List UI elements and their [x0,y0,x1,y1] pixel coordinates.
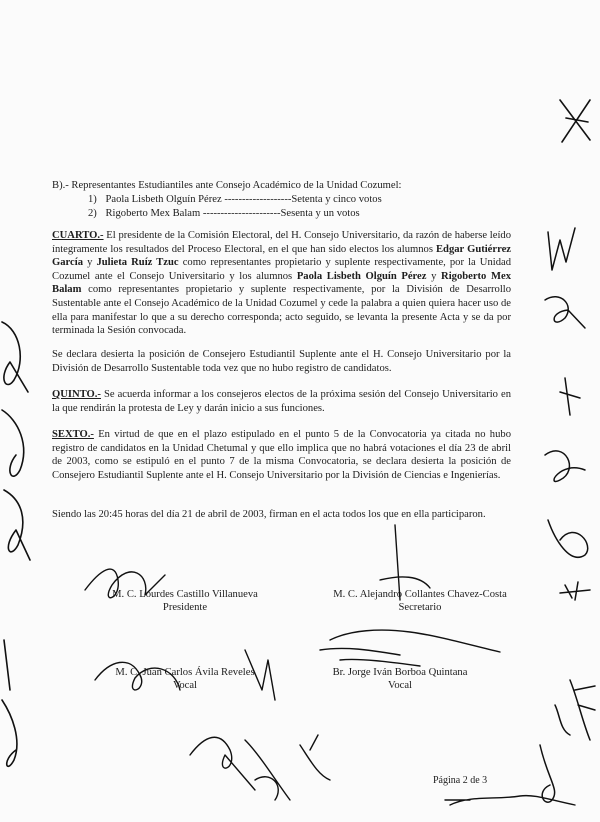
list-item-dashes: ------------------- [221,194,292,205]
signatory-block [55,588,315,614]
sexto-text: En virtud de que en el plazo estipulado en el punto 5 de la Convocatoria ya citada no hubo registro de candidatos en la Unidad Chetumal y que ello implica que no habrá votaciones el día 23 de abril de 2003, como se estipuló en el punto 7 de la misma Convocatoria, se declara desierta la posición de Consejero Estudiantil Suplente ante el H. Consejo Universitario por la División de Ciencias e Ingenierías. [52,429,511,481]
quinto-text: Se acuerda informar a los consejeros electos de la próxima sesión del Consejo Universitario en la que rendirán la protesta de Ley y darán inicio a sus funciones. [52,389,511,414]
sexto-label: SEXTO.- [52,429,94,440]
cuarto-label: CUARTO.- [52,230,104,241]
signatory-role: Vocal [388,680,412,691]
cuarto-text-5: como representantes propietario y suplente respectivamente, por la División de Desarrollo Sustentable ante el Consejo Académico de la Unidad Cozumel y cede la palabra a quien quiera hacer uso de ella para manifestar lo que a su derecho corresponda; acto seguido, se levanta la presente Acta y se da por terminada la Sesión convocada. [52,284,511,337]
signatory-name: M. C. Lourdes Castillo Villanueva [112,589,258,600]
cuarto-text-4: y [426,270,442,282]
list-item [88,207,360,221]
list-item-votes: Setenta y cinco votos [291,194,382,205]
signatory-name: Br. Jorge Iván Borboa Quintana [332,667,468,678]
signatory-role: Vocal [173,680,197,691]
cuarto-name-3: Paola Lisbeth Olguín Pérez [296,270,427,282]
cuarto-text-2: y [83,257,97,269]
signatory-role: Secretario [398,602,442,613]
cuarto-text-1: El presidente de la Comisión Electoral, del H. Consejo Universitario, da razón de haberse leído íntegramente los resultados del Proceso Electoral, en el que han sido electos los alumnos [52,230,511,255]
signature-mark [2,322,30,766]
list-item-name: Rigoberto Mex Balam [105,208,201,219]
signatory-name: M. C. Alejandro Collantes Chavez-Costa [333,589,507,600]
page-number: Página 2 de 3 [433,775,488,786]
cuarto-name-2: Julieta Ruíz Tzuc [96,257,179,269]
list-item-number: 2) [88,208,97,219]
quinto-paragraph [52,388,511,415]
cuarto-text-3: como representantes propietario y suplente respectivamente, por la Unidad Cozumel ante el Consejo Universitario y los alumnos [52,257,511,282]
list-item-name: Paola Lisbeth Olguín Pérez [105,194,222,205]
closing-paragraph: Siendo las 20:45 horas del día 21 de abril de 2003, firman en el acta todos los que en ella participaron. [52,509,486,520]
section-b-heading: B).- Representantes Estudiantiles ante Consejo Académico de la Unidad Cozumel: [52,180,402,191]
sexto-paragraph [52,428,511,482]
signature-mark [540,228,595,802]
list-item-dashes: ---------------------- [200,208,281,219]
signatory-name: M. C. Juan Carlos Ávila Reveles [115,667,255,678]
list-item-number: 1) [88,194,97,205]
signature-mark [85,525,575,805]
cuarto-paragraph [52,229,511,338]
list-item-votes: Sesenta y un votos [280,208,360,219]
desierta-paragraph: Se declara desierta la posición de Consejero Estudiantil Suplente ante el H. Consejo Universitario por la División de Desarrollo Sustentable toda vez que no hubo registro de candidatos. [52,349,511,374]
signature-mark [560,100,590,142]
cuarto-name-1: Edgar Gutiérrez García [52,243,511,269]
quinto-label: QUINTO.- [52,389,101,400]
signatory-role: Presidente [162,602,208,613]
signatory-block [270,666,530,692]
cuarto-name-4: Rigoberto Mex Balam [52,270,511,296]
signatory-block [290,588,550,614]
list-item [88,193,382,207]
